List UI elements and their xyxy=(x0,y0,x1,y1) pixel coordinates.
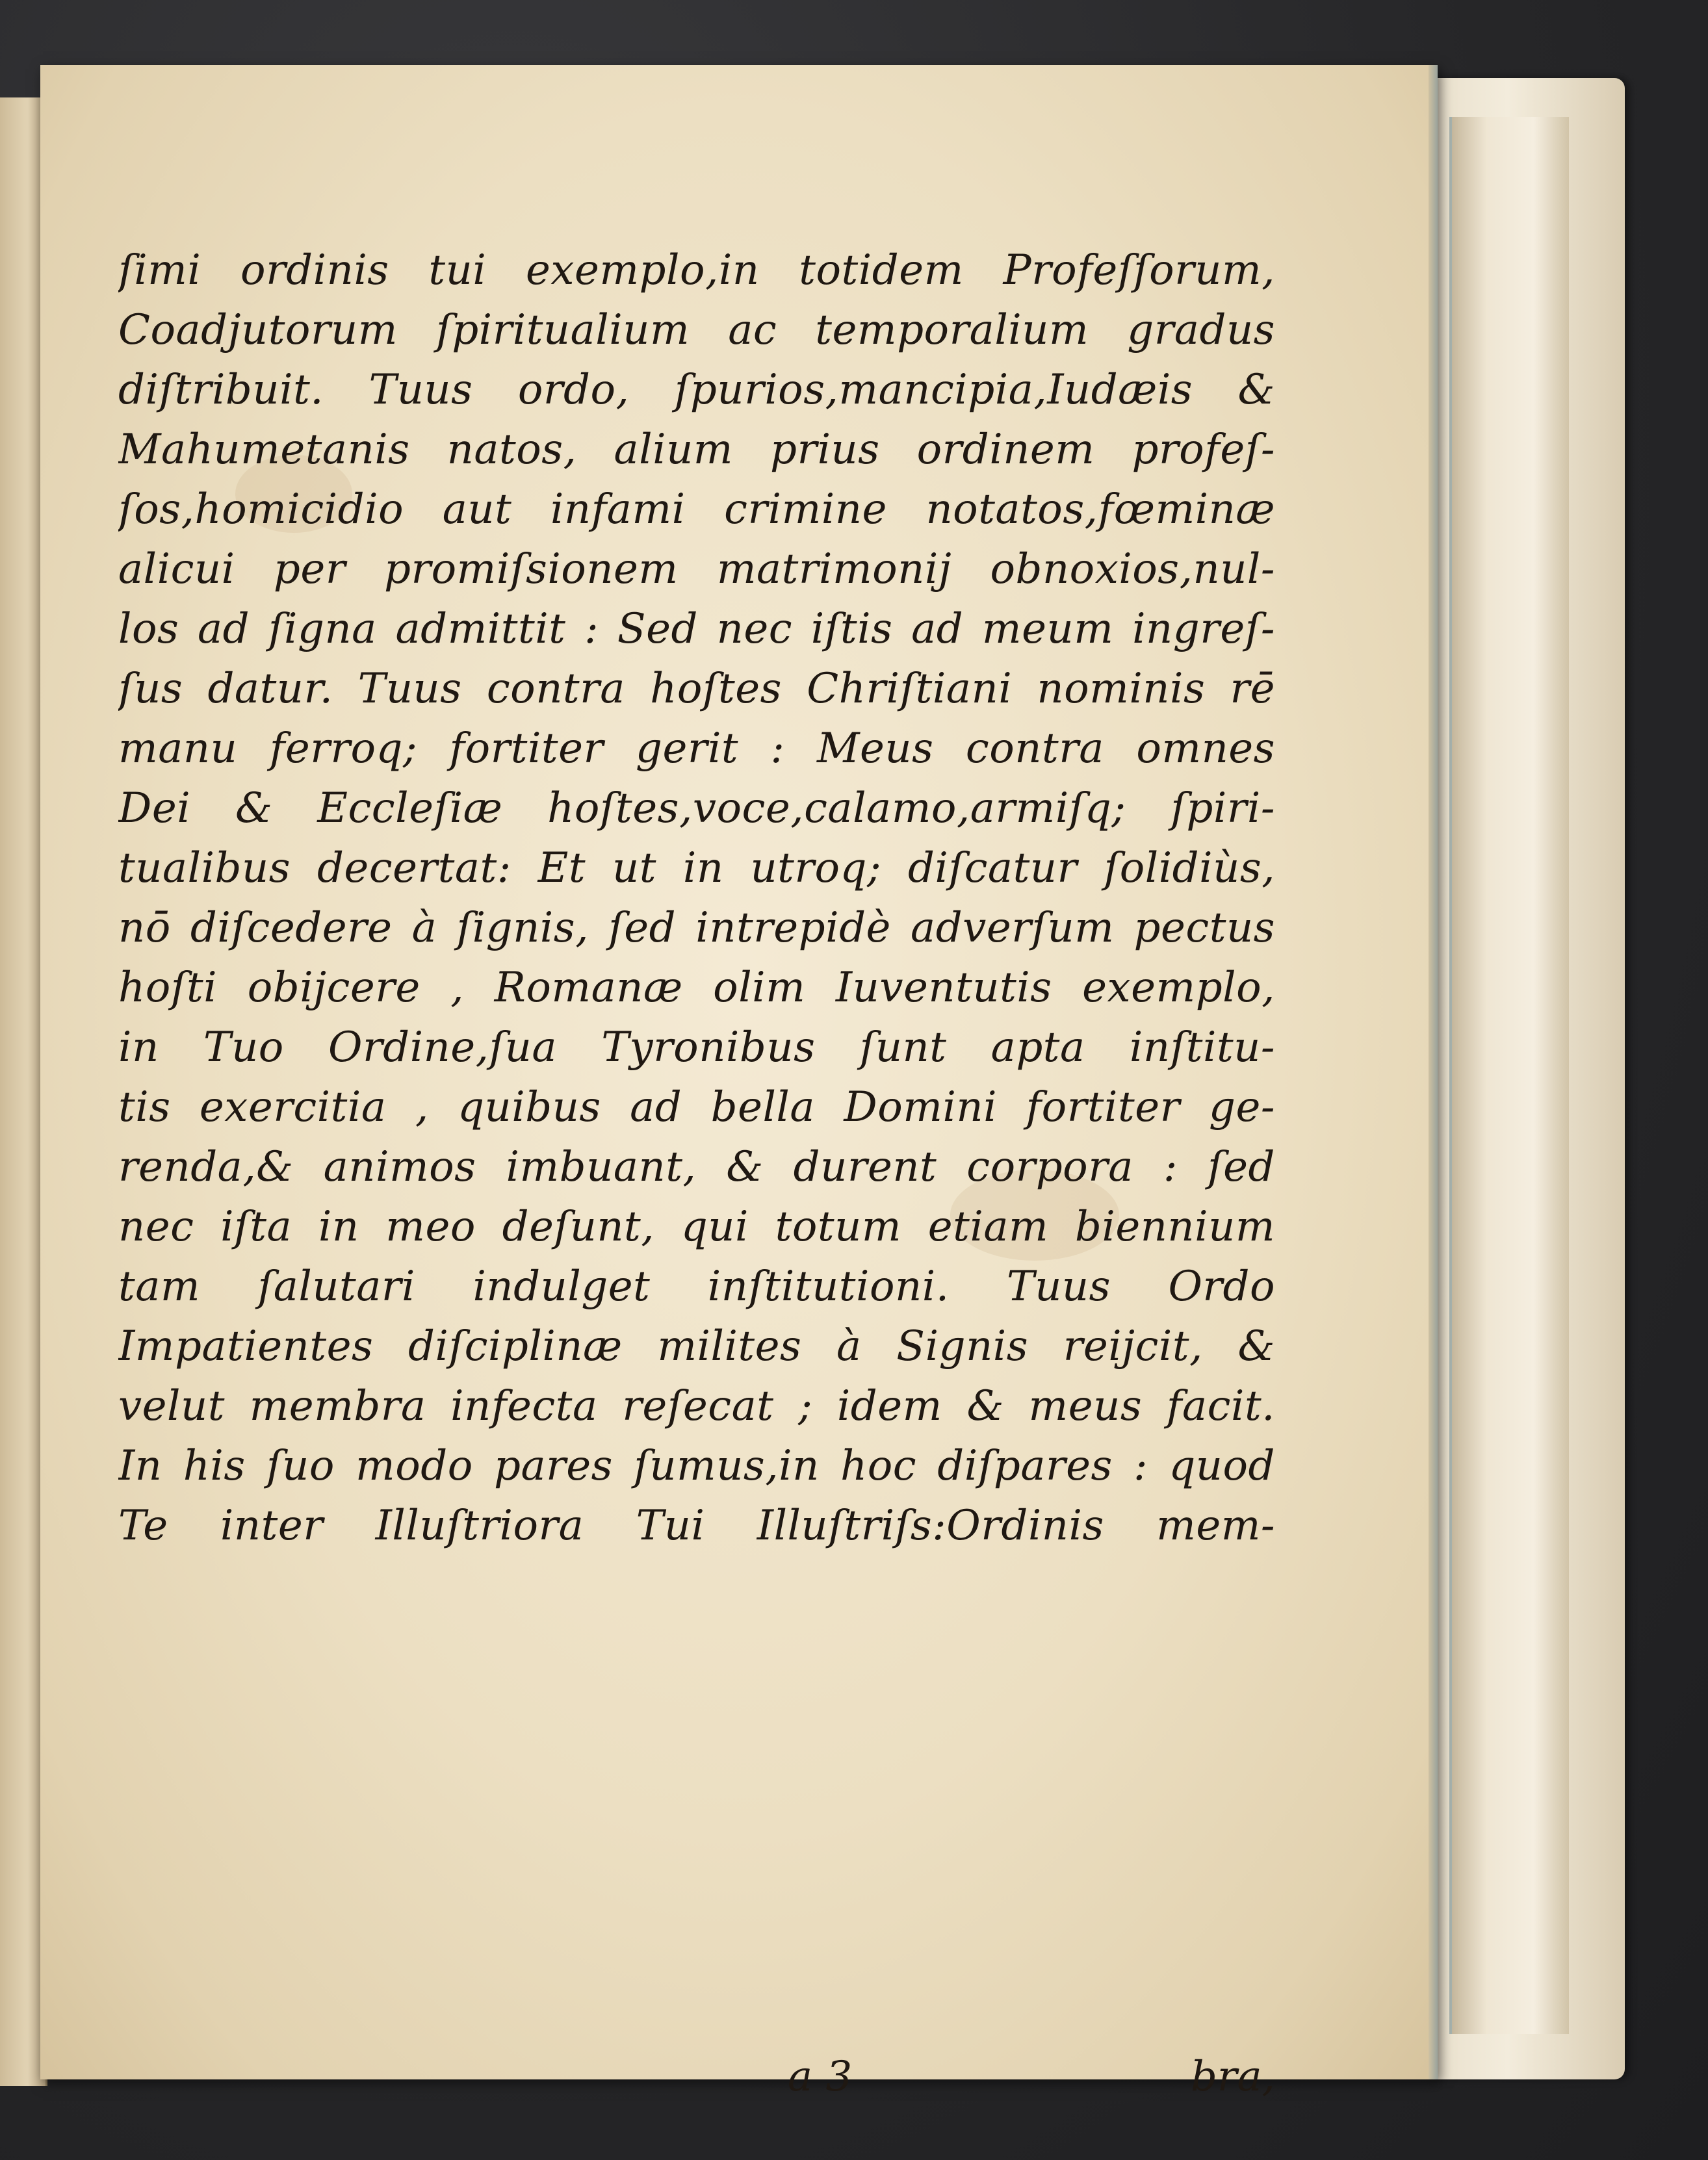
text-line: Mahumetanis natos, alium prius ordinem profeſ- xyxy=(118,426,1275,474)
page-stack-inner-edge xyxy=(1449,117,1569,2034)
text-line: nec iſta in meo deſunt, qui totum etiam biennium xyxy=(118,1203,1275,1251)
page-stack-edge xyxy=(1430,78,1625,2079)
text-line: ſos,homicidio aut infami crimine notatos,fœminæ xyxy=(118,485,1275,534)
text-line: In his ſuo modo pares ſumus,in hoc diſpares : quod xyxy=(118,1442,1275,1490)
text-line: Coadjutorum ſpiritualium ac temporalium gradus xyxy=(118,306,1275,354)
text-line: manu ferroq; fortiter gerit : Meus contra omnes xyxy=(118,725,1275,773)
text-line: ſimi ordinis tui exemplo,in totidem Profeſſorum, xyxy=(118,246,1275,294)
text-line: renda,& animos imbuant, & durent corpora : ſed xyxy=(118,1143,1275,1191)
text-line: hoſti obijcere , Romanæ olim Iuventutis exemplo, xyxy=(118,964,1275,1012)
text-line: tis exercitia , quibus ad bella Domini fortiter ge- xyxy=(118,1083,1275,1131)
book-page xyxy=(40,65,1438,2101)
text-line: diſtribuit. Tuus ordo, ſpurios,mancipia,Iudæis & xyxy=(118,366,1275,414)
body-text xyxy=(118,240,1275,1556)
text-line: Dei & Eccleſiæ hoſtes,voce,calamo,armiſq; ſpiri- xyxy=(118,784,1275,832)
text-line: velut membra infecta reſecat ; idem & meus facit. xyxy=(118,1382,1275,1430)
text-line: los ad ſigna admittit : Sed nec iſtis ad meum ingreſ- xyxy=(118,605,1275,653)
text-line: tualibus decertat: Et ut in utroq; diſcatur ſolidiùs, xyxy=(118,844,1275,892)
page-right-edge xyxy=(1429,65,1438,2079)
text-line: Impatientes diſciplinæ milites à Signis reijcit, & xyxy=(118,1322,1275,1370)
page-footer xyxy=(118,2047,1275,2107)
text-line: ſus datur. Tuus contra hoſtes Chriſtiani nominis rē xyxy=(118,665,1275,713)
catchword: bra, xyxy=(1190,2053,1275,2101)
text-line: tam ſalutari indulget inſtitutioni. Tuus Ordo xyxy=(118,1263,1275,1311)
text-line: in Tuo Ordine,ſua Tyronibus ſunt apta inſtitu- xyxy=(118,1023,1275,1072)
text-line: nō diſcedere à ſignis, ſed intrepidè adverſum pectus xyxy=(118,904,1275,952)
text-line: Te inter Illuſtriora Tui Illuſtriſs:Ordinis mem- xyxy=(118,1502,1275,1550)
text-line: alicui per promiſsionem matrimonij obnoxios,nul- xyxy=(118,545,1275,593)
signature-mark: a 3 xyxy=(788,2053,853,2101)
